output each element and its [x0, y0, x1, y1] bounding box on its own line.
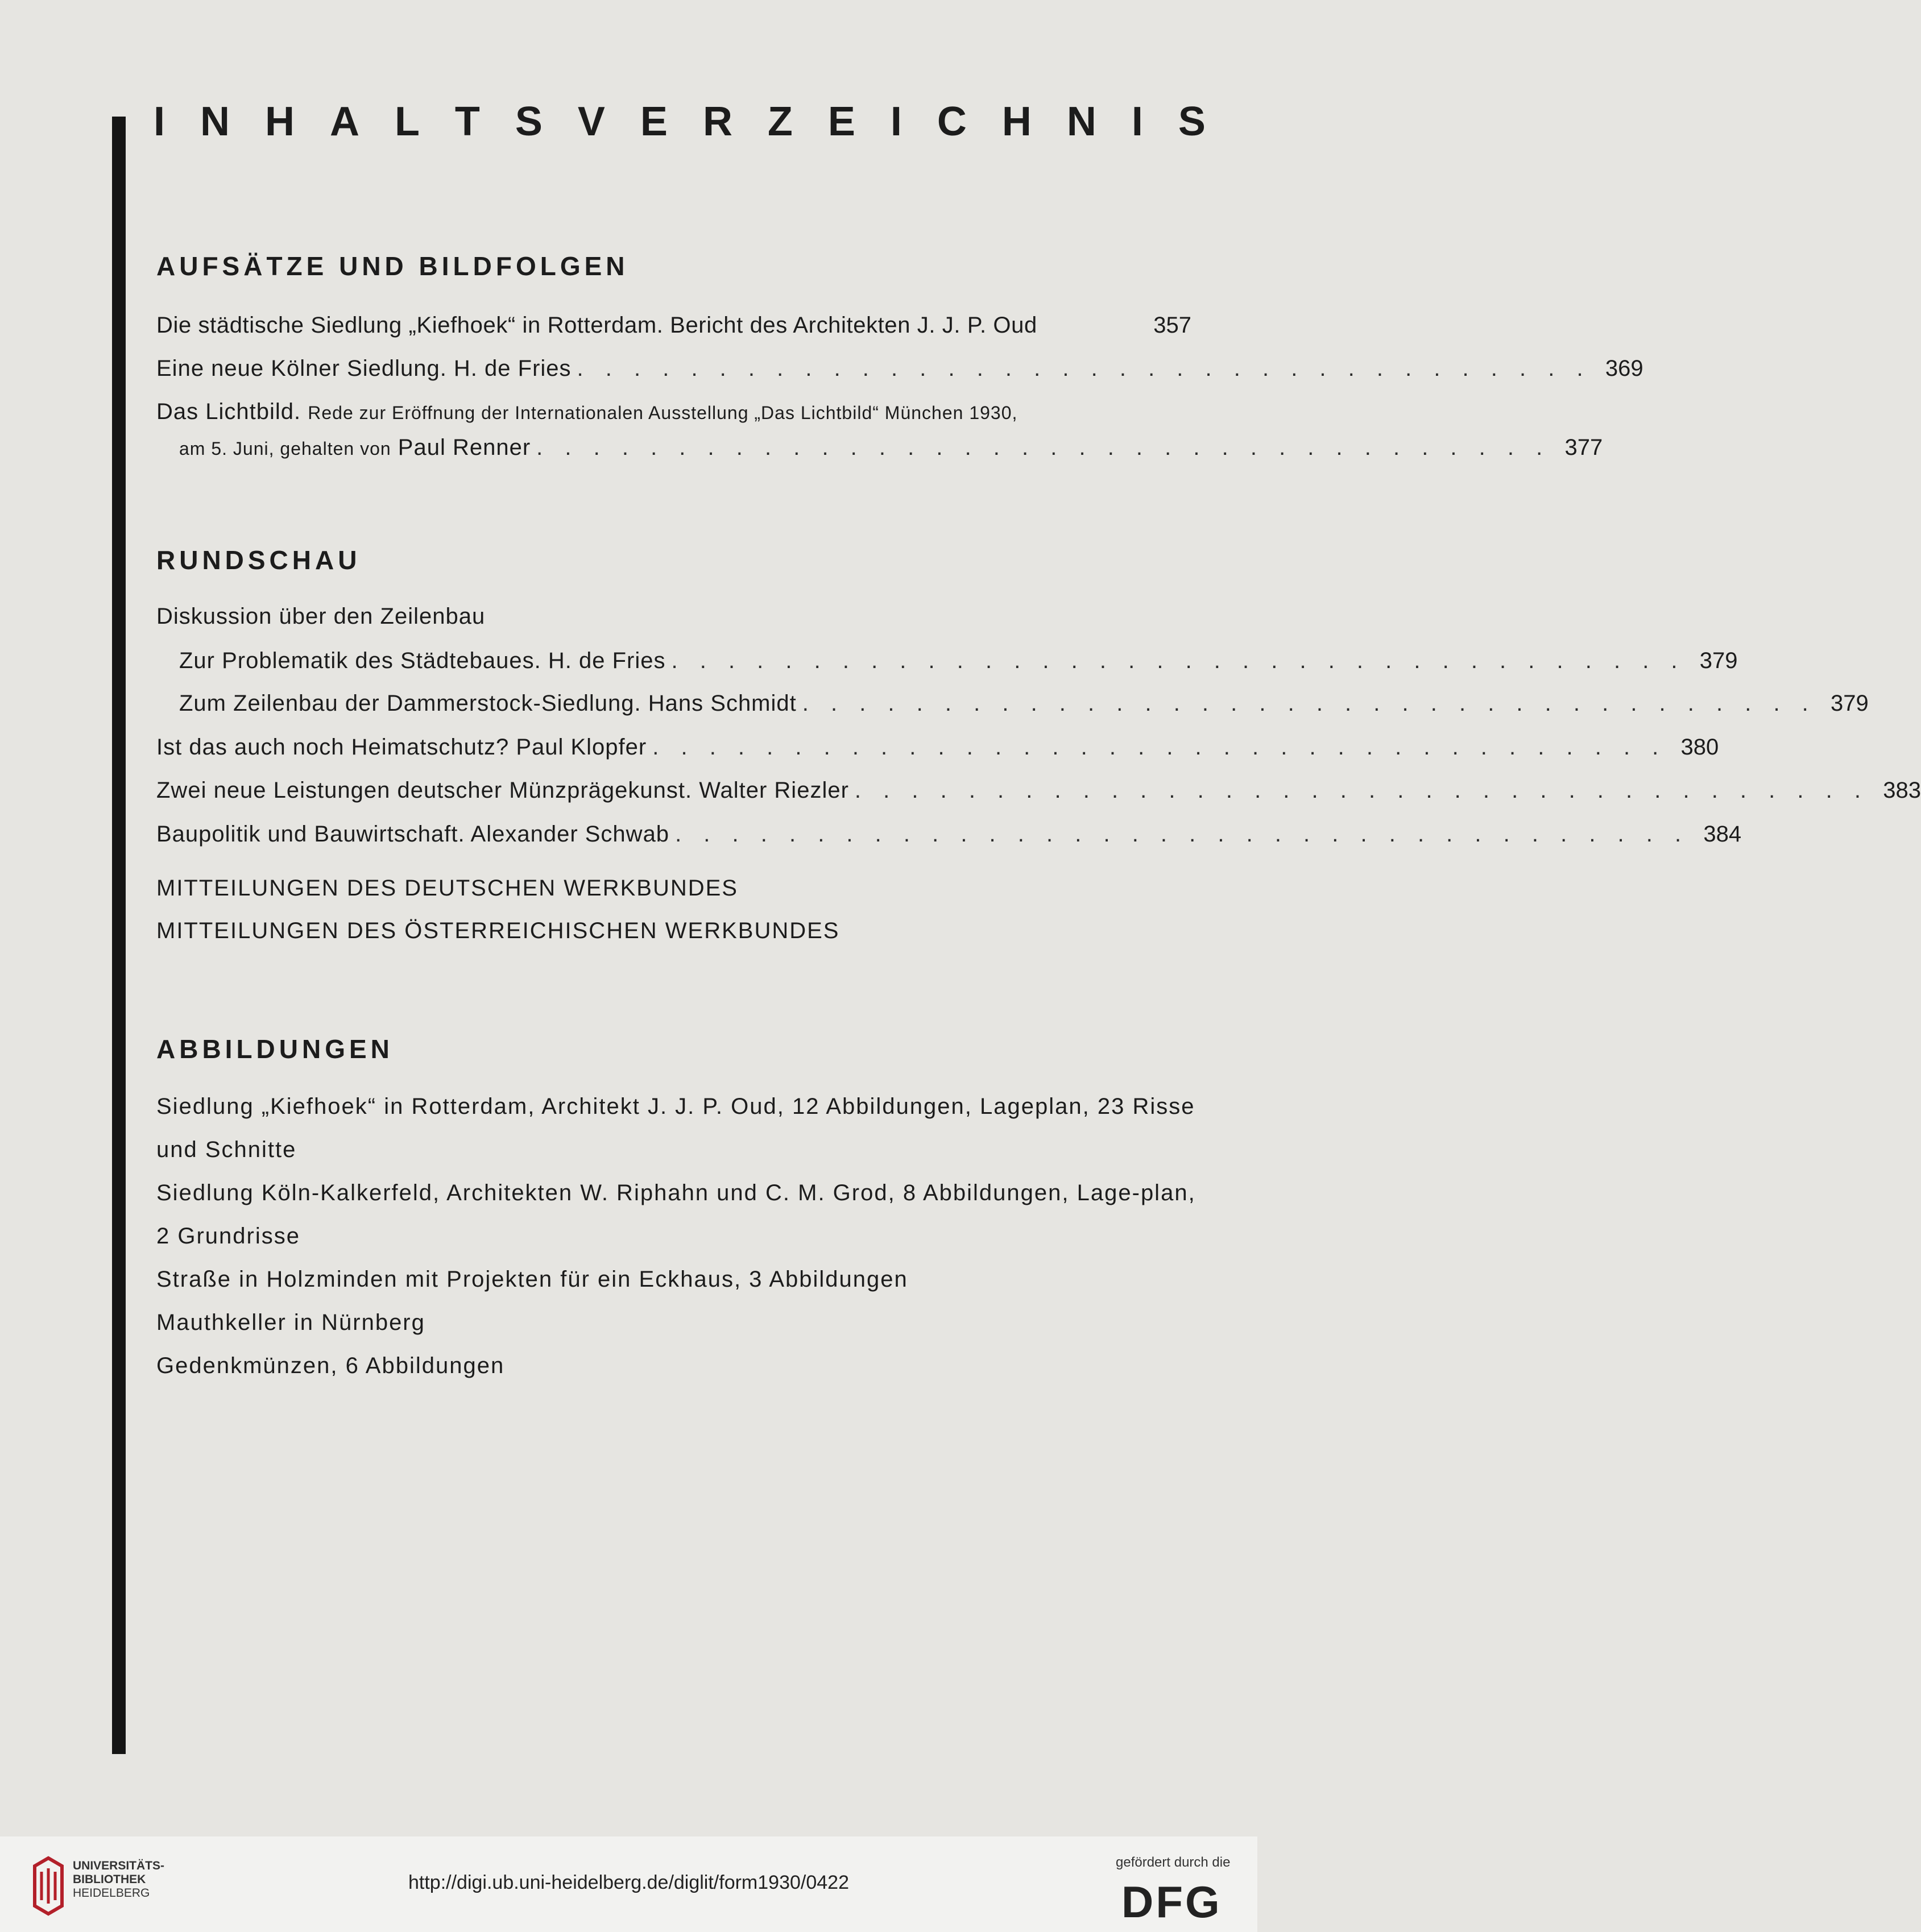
page-number: 369 — [1605, 356, 1643, 381]
toc-entry — [179, 690, 1869, 717]
title-letter: I — [890, 99, 902, 144]
page-number: 379 — [1831, 691, 1869, 716]
entry-subtitle: am 5. Juni, gehalten von — [179, 438, 391, 459]
entry-text: Baupolitik und Bauwirtschaft. Alexander Schwab — [156, 822, 670, 847]
title-letter: S — [1178, 99, 1206, 144]
library-line: HEIDELBERG — [73, 1887, 150, 1900]
dot-leader: . . . . . . . . . . . . . . . . . . . . . . . . . . . . . . . . . . . . — [675, 822, 1690, 847]
entry-text — [179, 434, 531, 461]
list-item: Siedlung Köln-Kalkerfeld, Architekten W. Riphahn und C. M. Grod, 8 Abbildungen, Lage-plan, 2 Grundrisse — [156, 1180, 1196, 1249]
entry-author: Paul Renner — [398, 435, 531, 460]
list-item: Straße in Holzminden mit Projekten für ein Eckhaus, 3 Abbildungen — [156, 1267, 908, 1292]
library-line: BIBLIOTHEK — [73, 1873, 146, 1886]
toc-entry — [156, 603, 1191, 630]
title-letter: V — [577, 99, 605, 144]
toc-entry — [156, 820, 1742, 848]
entry-text: Diskussion über den Zeilenbau — [156, 604, 486, 629]
list-item: Gedenkmünzen, 6 Abbildungen — [156, 1353, 505, 1378]
dot-leader: . . . . . . . . . . . . . . . . . . . . . . . . . . . . . . . . . . . . — [802, 691, 1816, 716]
dot-leader: . . . . . . . . . . . . . . . . . . . . . . . . . . . . . . . . . . . . — [671, 648, 1686, 673]
title-letter: C — [937, 99, 967, 144]
page-number: 380 — [1680, 735, 1719, 760]
toc-entry — [156, 777, 1921, 804]
entry-title: Das Lichtbild. — [156, 399, 301, 424]
entry-text: Zum Zeilenbau der Dammerstock-Siedlung. Hans Schmidt — [179, 691, 797, 716]
toc-entry: MITTEILUNGEN DES ÖSTERREICHISCHEN WERKBUNDES — [156, 918, 840, 943]
toc-entry — [156, 398, 1191, 425]
entry-text: Eine neue Kölner Siedlung. H. de Fries — [156, 356, 572, 381]
title-letter: I — [1131, 99, 1143, 144]
title-letter: E — [640, 99, 668, 144]
title-letter: L — [394, 99, 420, 144]
dot-leader: . . . . . . . . . . . . . . . . . . . . . . . . . . . . . . . . . . . . — [652, 735, 1667, 760]
title-letter: N — [1066, 99, 1096, 144]
title-letter: H — [1001, 99, 1032, 144]
title-letter: H — [264, 99, 295, 144]
page-number: 383 — [1883, 778, 1921, 803]
library-line: UNIVERSITÄTS- — [73, 1859, 165, 1872]
dfg-logo: DFG — [1121, 1877, 1222, 1927]
toc-entry: MITTEILUNGEN DES DEUTSCHEN WERKBUNDES — [156, 876, 738, 901]
list-item: Siedlung „Kiefhoek“ in Rotterdam, Architekt J. J. P. Oud, 12 Abbildungen, Lageplan, 23 Risse und Schnitte — [156, 1094, 1195, 1162]
entry-text: Zwei neue Leistungen deutscher Münzprägekunst. Walter Riezler — [156, 778, 849, 803]
entry-text — [156, 398, 1017, 425]
toc-entry — [156, 312, 1191, 339]
dot-leader: . . . . . . . . . . . . . . . . . . . . . . . . . . . . . . . . . . . . — [536, 435, 1551, 460]
entry-text: Die städtische Siedlung „Kiefhoek“ in Rotterdam. Bericht des Architekten J. J. P. Oud — [156, 313, 1037, 338]
title-letter: A — [329, 99, 359, 144]
title-letter: I — [154, 99, 165, 144]
section-heading-aufsaetze: AUFSÄTZE UND BILDFOLGEN — [156, 251, 629, 281]
toc-entry — [156, 355, 1643, 382]
title-letter: T — [454, 99, 480, 144]
page-number: 377 — [1564, 435, 1603, 460]
title-letter: S — [515, 99, 543, 144]
dot-leader: . . . . . . . . . . . . . . . . . . . . . . . . . . . . . . . . . . . . — [577, 356, 1591, 381]
list-item: Mauthkeller in Nürnberg — [156, 1310, 425, 1335]
toc-entry — [179, 434, 1603, 461]
page-number: 384 — [1703, 822, 1742, 847]
title-letter: N — [200, 99, 230, 144]
title-letter: R — [702, 99, 732, 144]
section-heading-abbildungen: ABBILDUNGEN — [156, 1034, 394, 1064]
toc-entry — [156, 733, 1719, 761]
source-url[interactable]: http://digi.ub.uni-heidelberg.de/diglit/form1930/0422 — [408, 1872, 849, 1893]
title-letter: Z — [767, 99, 793, 144]
funding-note: gefördert durch die — [1116, 1855, 1231, 1870]
entry-text: Zur Problematik des Städtebaues. H. de Fries — [179, 648, 666, 673]
page-title — [154, 101, 1206, 142]
toc-entry — [179, 647, 1738, 674]
dot-leader: . . . . . . . . . . . . . . . . . . . . . . . . . . . . . . . . . . . . — [854, 778, 1869, 803]
section-heading-rundschau: RUNDSCHAU — [156, 545, 361, 575]
entry-subtitle: Rede zur Eröffnung der Internationalen Ausstellung „Das Lichtbild“ München 1930, — [308, 403, 1018, 423]
illustrations-list — [156, 1085, 1197, 1387]
title-letter: E — [827, 99, 855, 144]
vertical-rule — [112, 117, 126, 1754]
page-number: 379 — [1699, 648, 1738, 673]
entry-text: Ist das auch noch Heimatschutz? Paul Klopfer — [156, 735, 647, 760]
page-number: 357 — [1153, 313, 1191, 338]
